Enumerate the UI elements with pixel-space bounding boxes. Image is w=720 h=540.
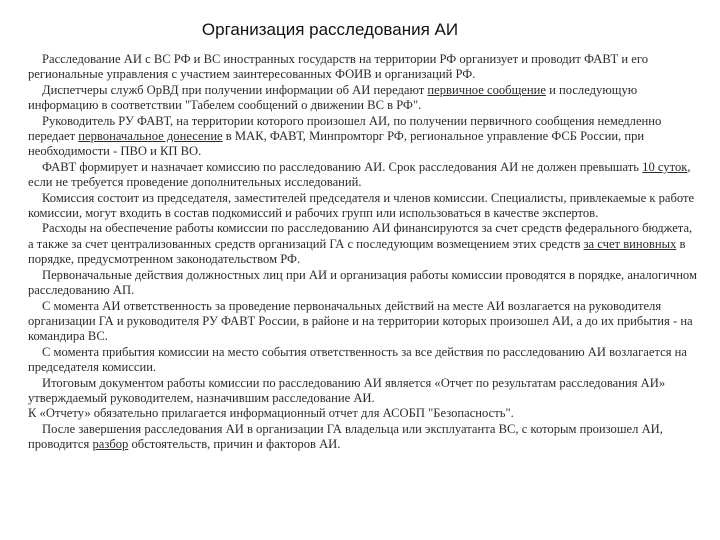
paragraph [28, 422, 698, 453]
paragraph [28, 83, 698, 114]
paragraph-text: После завершения расследования АИ в организации ГА владельца или эксплуатанта ВС, с которым произошел АИ, проводится [28, 421, 663, 452]
body-text [28, 52, 698, 453]
paragraph-text: в МАК, ФАВТ, Минпромторг РФ, региональное управление ФСБ России, при необходимости - ПВО и КП ВО. [28, 129, 645, 159]
paragraph-text: , если не требуется проведение дополнительных исследований. [28, 159, 691, 190]
paragraph-text: Расходы на обеспечение работы комиссии по расследованию АИ финансируются за счет средств федерального бюджета, а также за счет централизованных средств организаций ГА с последующим возмещением этих средств [28, 221, 693, 251]
paragraph-text: Первоначальные действия должностных лиц при АИ и организация работы комиссии проводятся в порядке, аналогичном расследованию АП. [28, 267, 697, 298]
underlined-term: за счет виновных [583, 236, 677, 251]
paragraph-text: С момента АИ ответственность за проведение первоначальных действий на месте АИ возлагается на руководителя организации ГА и руководителя РУ ФАВТ России, в районе и на территории которых произошел АИ, а до их прибытия - на командира ВС. [28, 298, 693, 344]
paragraph-text: К «Отчету» обязательно прилагается информационный отчет для АСОБП "Безопасность". [28, 406, 514, 421]
paragraph-text: Комиссия состоит из председателя, заместителей председателя и членов комиссии. Специалисты, привлекаемые к работе комиссии, могут входить в состав подкомиссий и рабочих групп или использоваться в качестве экспертов. [28, 190, 695, 221]
underlined-term: первоначальное донесение [78, 129, 223, 144]
paragraph [28, 268, 698, 299]
paragraph-text: в порядке, предусмотренном законодательством РФ. [28, 236, 686, 267]
paragraph [28, 52, 698, 83]
paragraph [28, 160, 698, 191]
paragraph-text: Итоговым документом работы комиссии по расследованию АИ является «Отчет по результатам расследования АИ» утверждаемый руководителем, назначившим расследование АИ. [28, 375, 666, 405]
paragraph [28, 299, 698, 345]
paragraph-text: Расследование АИ с ВС РФ и ВС иностранных государств на территории РФ организует и проводит ФАВТ и его региональные управления с участием заинтересованных ФОИВ и организаций РФ. [28, 52, 649, 82]
paragraph [28, 376, 698, 407]
paragraph-text: обстоятельств, причин и факторов АИ. [128, 437, 341, 452]
paragraph-text: и последующую информацию в соответствии "Табелем сообщений о движении ВС в РФ". [28, 82, 638, 113]
paragraph [28, 191, 698, 222]
paragraph-text: С момента прибытия комиссии на место события ответственность за все действия по расследованию АИ возлагается на председателя комиссии. [28, 344, 687, 375]
underlined-term: первичное сообщение [427, 82, 546, 97]
paragraph-text: ФАВТ формирует и назначает комиссию по расследованию АИ. Срок расследования АИ не должен превышать [42, 159, 643, 174]
paragraph [28, 345, 698, 376]
paragraph [28, 221, 698, 267]
paragraph [28, 406, 698, 421]
paragraph-text: Диспетчеры служб ОрВД при получении информации об АИ передают [42, 82, 428, 97]
underlined-term: разбор [92, 437, 129, 452]
paragraph [28, 114, 698, 160]
underlined-term: 10 суток [642, 159, 688, 174]
paragraph-text: Руководитель РУ ФАВТ, на территории которого произошел АИ, по получении первичного сообщения немедленно передает [28, 113, 662, 144]
slide-title: Организация расследования АИ [201, 20, 459, 39]
